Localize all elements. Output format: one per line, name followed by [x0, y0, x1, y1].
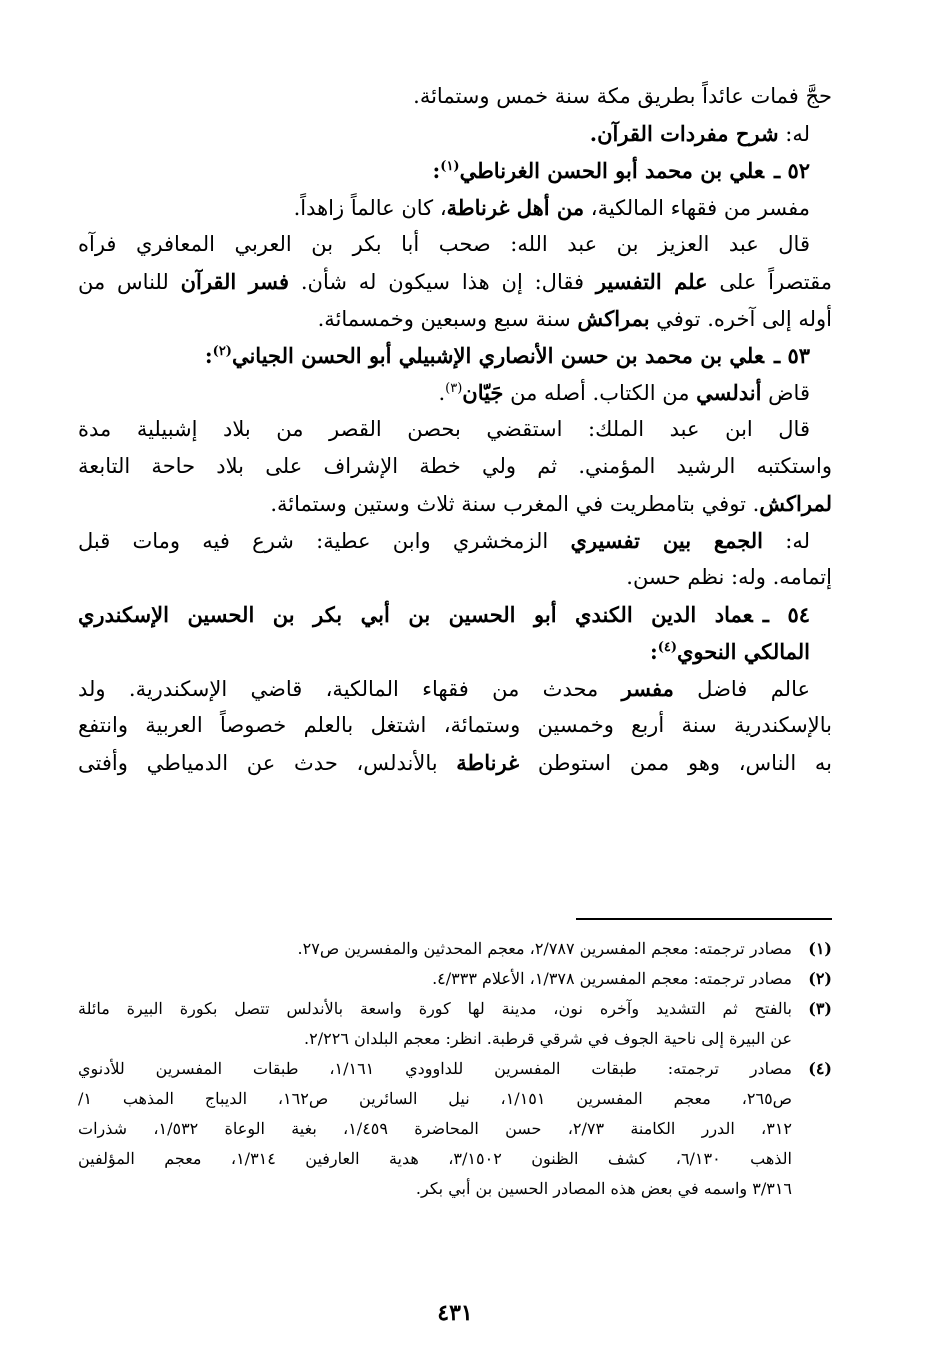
footnote-number: (٤)	[808, 1059, 832, 1078]
text-line: واستكتبه الرشيد المؤمني. ثم ولي خطة الإشراف على بلاد حاحة التابعة	[78, 454, 832, 478]
footnote: (١) مصادر ترجمته: معجم المفسرين ٢/٧٨٧، معجم المحدثين والمفسرين ص٢٧.	[78, 934, 832, 964]
footnote: (٢) مصادر ترجمته: معجم المفسرين ١/٣٧٨، الأعلام ٤/٣٣٣.	[78, 964, 832, 994]
text-line: قاض أندلسي من الكتاب. أصله من جَيّان$^{(٣)}$.	[438, 380, 810, 405]
footnote-ref: (٣)	[445, 381, 463, 396]
entry-heading-52: ٥٢ ـعلي بن محمد أبو الحسن الغرناطي$^{(١)}$:	[432, 158, 810, 183]
footnote-ref: (٤)	[657, 640, 677, 655]
work-title: الجمع بين تفسيري	[570, 528, 764, 553]
text-line: قال عبد العزيز بن عبد الله: صحب أبا بكر بن العربي المعافري فرآه	[78, 232, 810, 256]
footnote-ref: (١)	[440, 159, 460, 174]
footnote: (٤) مصادر ترجمته: طبقات المفسرين للداوودي ١/١٦١، طبقات المفسرين للأدنوي ص٢٦٥، معجم المفسرين ١/١٥١، نيل السائرين ص١٦٢، الديباج المذهب ١/ ٣١٢، الدرر الكامنة ٢/٧٣، حسن المحاضرة ١/٤٥٩، بغية الوعاة ١/٥٣٢، شذرات الذهب ٦/١٣٠، كشف الظنون ٣/١٥٠٢، هدية العارفين ١/٣١٤، معجم المؤلفين ٣/٣١٦ واسمه في بعض هذه المصادر الحسين بن أبي بكر.	[78, 1054, 832, 1204]
text-line: حجَّ فمات عائداً بطريق مكة سنة خمس وستمائة.	[413, 84, 832, 108]
footnote-ref: (٢)	[212, 344, 232, 359]
works-line: له: الجمع بين تفسيري الزمخشري وابن عطية: شرع فيه ومات قبل	[78, 528, 810, 553]
page-number: ٤٣١	[437, 1300, 473, 1326]
entry-heading-54-cont: المالكي النحوي$^{(٤)}$:	[649, 639, 810, 664]
entry-number: ٥٣ ـ	[773, 343, 810, 368]
footnote: (٣) بالفتح ثم التشديد وآخره نون، مدينة لها كورة واسعة بالأندلس تتصل بكورة البيرة مائلة عن البيرة إلى ناحية الجوف في شرقي قرطبة. انظر: معجم البلدان ٢/٢٢٦.	[78, 994, 832, 1054]
text-line: مفسر من فقهاء المالكية، من أهل غرناطة، كان عالماً زاهداً.	[293, 195, 810, 220]
entry-name: علي بن محمد أبو الحسن الغرناطي	[459, 158, 764, 183]
text-line: بالإسكندرية سنة أربع وخمسين وستمائة، اشتغل بالعلم خصوصاً العربية وانتفع	[78, 713, 832, 737]
footnote-number: (١)	[808, 939, 832, 958]
work-title: شرح مفردات القرآن.	[589, 121, 779, 146]
entry-number: ٥٢ ـ	[773, 158, 810, 183]
text-line: به الناس، وهو ممن استوطن غرناطة بالأندلس، حدث عن الدمياطي وأفتى	[78, 750, 832, 775]
text-line: أوله إلى آخره. توفي بمراكش سنة سبع وسبعين وخمسمائة.	[317, 306, 832, 331]
footnote-number: (٢)	[808, 969, 832, 988]
footnotes	[78, 934, 832, 1204]
text-line: قال ابن عبد الملك: استقضي بحصن القصر من بلاد إشبيلية مدة	[78, 417, 810, 441]
book-page	[78, 78, 832, 1326]
entry-name: علي بن محمد بن حسن الأنصاري الإشبيلي أبو الحسن الجياني	[231, 343, 764, 368]
text-line: عالم فاضل مفسر محدث من فقهاء المالكية، قاضي الإسكندرية. ولد	[78, 676, 810, 701]
text-line: لمراكش. توفي بتامطريت في المغرب سنة ثلاث وستين وستمائة.	[270, 491, 832, 516]
footnote-number: (٣)	[808, 999, 832, 1018]
text-line: مقتصراً على علم التفسير فقال: إن هذا سيكون له شأن. فسر القرآن للناس من	[78, 269, 832, 294]
entry-name: عماد الدين الكندي أبو الحسين بن أبي بكر بن الحسين الإسكندري	[78, 602, 753, 627]
text-line: إتمامه. وله: نظم حسن.	[626, 565, 832, 589]
entry-name: المالكي النحوي	[677, 639, 810, 664]
entry-number: ٥٤ ـ	[762, 602, 810, 627]
footnote-separator	[576, 918, 832, 920]
entry-heading-53: ٥٣ ـعلي بن محمد بن حسن الأنصاري الإشبيلي أبو الحسن الجياني$^{(٢)}$:	[204, 343, 810, 368]
works-line: له: شرح مفردات القرآن.	[589, 121, 810, 146]
entry-heading-54	[78, 596, 832, 633]
